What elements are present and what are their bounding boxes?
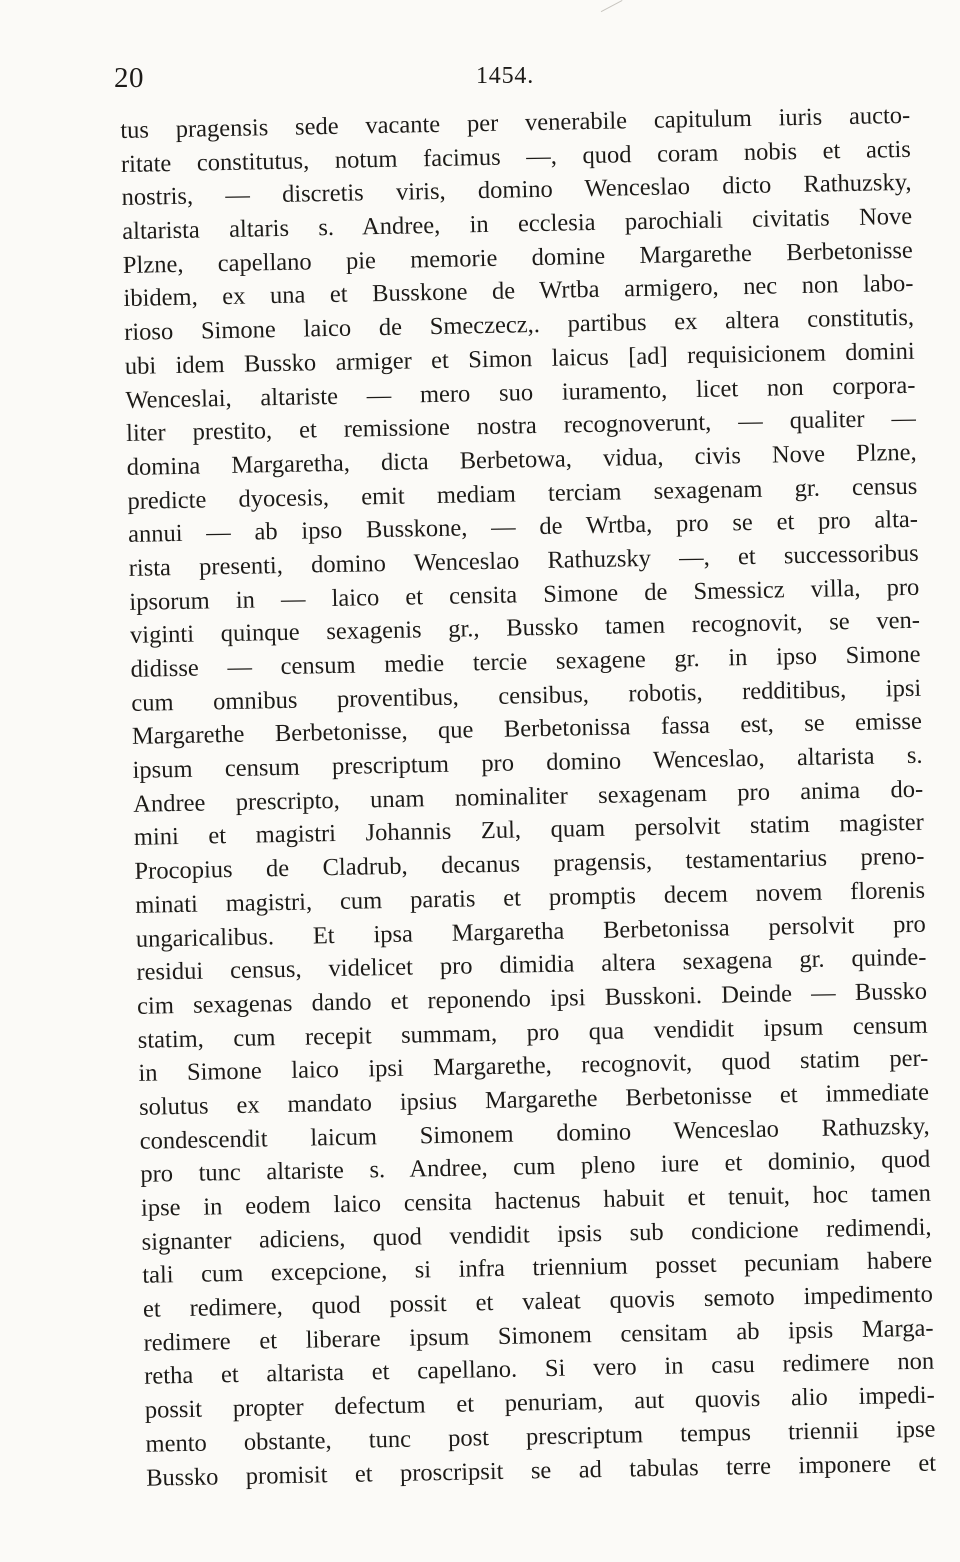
- text-line: pro tunc altariste s. Andree, cum pleno iure et dominio, quod: [140, 1145, 931, 1189]
- body-text: [120, 99, 936, 1495]
- text-line: Margarethe Berbetonisse, que Berbetonissa fassa est, se emisse: [131, 708, 923, 751]
- text-line: redimere et liberare ipsum Simonem censitam ab ipsis Marga-: [143, 1314, 934, 1357]
- text-line: predicte dyocesis, emit mediam terciam sexagenam gr. census: [127, 472, 918, 515]
- text-line: annui — ab ipso Busskone, — de Wrtba, pro se et pro alta-: [127, 506, 919, 549]
- scan-mark: [601, 0, 623, 12]
- text-line: mini et magistri Johannis Zul, quam persolvit statim magister: [133, 809, 925, 852]
- text-line: nostris, — discretis viris, domino Wenceslao dicto Rathuzsky,: [121, 169, 912, 212]
- text-line: residui census, videlicet pro dimidia altera sexagena gr. quinde-: [136, 943, 927, 987]
- text-line: retha et altarista et capellano. Si vero in casu redimere non: [143, 1348, 935, 1391]
- text-line: ritate constitutus, notum facimus —, quod coram nobis et actis: [120, 135, 912, 178]
- text-line: ibidem, ex una et Busskone de Wrtba armigero, nec non labo-: [123, 270, 914, 313]
- text-line: liter prestito, et remissione nostra recognoverunt, — qualiter —: [125, 404, 917, 448]
- text-line: tali cum excepcione, si infra triennium posset pecuniam habere: [142, 1246, 933, 1290]
- text-line: altarista altaris s. Andree, in ecclesia parochiali civitatis Nove: [121, 202, 913, 246]
- text-line: domina Margaretha, dicta Berbetowa, vidua, civis Nove Plzne,: [126, 438, 917, 481]
- text-line: Bussko promisit et proscripsit se ad tabulas terre imponere et: [145, 1449, 937, 1492]
- text-line: cum omnibus proventibus, censibus, robotis, redditibus, ipsi: [131, 674, 922, 717]
- page-header: [0, 58, 960, 98]
- text-line: condescendit laicum Simonem domino Wenceslao Rathuzsky,: [139, 1112, 930, 1155]
- text-line: Andree prescripto, unam nominaliter sexagenam pro anima do-: [132, 775, 924, 818]
- text-line: possit propter defectum et penuriam, aut quovis alio impedi-: [144, 1381, 936, 1424]
- text-line: rista presenti, domino Wenceslao Rathuzsky —, et successoribus: [128, 539, 919, 582]
- text-line: cim sexagenas dando et reponendo ipsi Busskoni. Deinde — Bussko: [136, 977, 928, 1020]
- text-line: statim, cum recepit summam, pro qua vendidit ipsum censum: [137, 1011, 928, 1054]
- text-line: Procopius de Cladrub, decanus pragensis, testamentarius preno-: [134, 842, 925, 885]
- text-line: ungaricalibus. Et ipsa Margaretha Berbetonissa persolvit pro: [135, 910, 926, 953]
- text-line: et redimere, quod possit et valeat quovis semoto impedimento: [142, 1280, 934, 1323]
- page-number: 20: [114, 62, 144, 94]
- text-line: ipse in eodem laico censita hactenus habuit et tenuit, hoc tamen: [140, 1179, 932, 1222]
- text-line: tus pragensis sede vacante per venerabile capitulum iuris aucto-: [120, 101, 911, 144]
- text-line: Plzne, capellano pie memorie domine Margarethe Berbetonisse: [122, 236, 914, 279]
- text-line: viginti quinque sexagenis gr., Bussko tamen recognovit, se ven-: [129, 607, 921, 650]
- text-line: in Simone laico ipsi Margarethe, recognovit, quod statim per-: [138, 1044, 929, 1088]
- text-line: ipsum censum prescriptum pro domino Wenceslao, altarista s.: [132, 741, 923, 784]
- text-line: ipsorum in — laico et censita Simone de Smessicz villa, pro: [129, 573, 920, 616]
- running-head-year: 1454.: [476, 63, 534, 89]
- text-line: solutus ex mandato ipsius Margarethe Berbetonisse et immediate: [138, 1078, 930, 1121]
- text-line: mento obstante, tunc post prescriptum tempus triennii ipse: [145, 1415, 936, 1458]
- text-line: signanter adiciens, quod vendidit ipsis sub condicione redimendi,: [141, 1213, 932, 1256]
- text-line: rioso Simone laico de Smeczecz,. partibus ex altera constitutis,: [123, 303, 915, 347]
- text-line: minati magistri, cum paratis et promptis decem novem florenis: [134, 876, 926, 919]
- text-line: didisse — censum medie tercie sexagene gr. in ipso Simone: [130, 640, 921, 683]
- text-line: ubi idem Bussko armiger et Simon laicus [ad] requisicionem domini: [124, 337, 915, 380]
- text-line: Wenceslai, altariste — mero suo iuramento, licet non corpora-: [125, 371, 916, 414]
